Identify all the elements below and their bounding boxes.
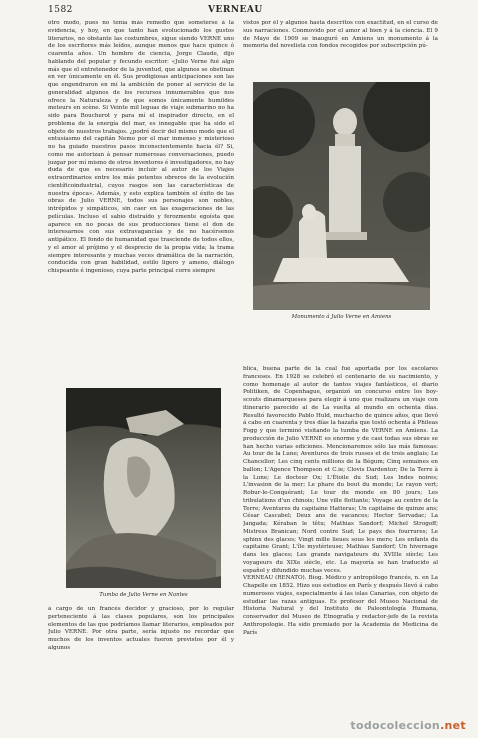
caption-nantes: Tumba de Julio Verne en Nantes: [99, 592, 188, 598]
running-title: VERNEAU: [208, 5, 263, 15]
left-column-bottom: [48, 606, 234, 718]
photo-tomb-nantes: [66, 388, 221, 588]
left-column-top: [48, 20, 234, 394]
paragraph: á cargo de un francés decidor y gracioso, por lo regular perteneciente á las clases populares, son los principales elementos de las que podríamos llamar literarios, empleados por Julio VERNE. Por otra parte, sería injusto no recordar que muchos de los inventos actuales fueron previstos por él y algunos: [48, 606, 234, 651]
page-header: [48, 5, 444, 21]
tomb-sculpture-image: [66, 388, 221, 588]
right-column-top: [243, 20, 438, 80]
paragraph: vistos por él y algunos hasta descritos con exactitud, en el curso de sus narraciones. Conmovido por el amor al bien y á la ciencia. El 9 de Mayo de 1909 se inauguró en Amiens un monumento á la memoria del novelista con fondos recogidos por subscripción pú-: [243, 20, 438, 50]
watermark-suffix: .net: [440, 719, 466, 732]
page-number: 1582: [48, 5, 73, 15]
paragraph-verneau-entry: VERNEAU (RENATO). Biog. Médico y antropólogo francés, n. en La Chapelle en 1852. Hizo sus estudios en París y después llevó á cabo numerosos viajes, especialmente á las islas Canarias, con objeto de estudiar las razas antiguas. Es profesor del Museo Nacional de Historia Natural y del Instituto de Paleontología Humana, conservador del Museo de Etnografía y redactor-jefe de la revista Anthropologie. Ha sido premiado por la Academia de Medicina de París: [243, 575, 438, 636]
photo-monument-amiens: [253, 82, 430, 310]
watermark: [350, 719, 466, 732]
watermark-name: todocoleccion: [350, 719, 441, 732]
monument-image: [253, 82, 430, 310]
caption-amiens: Monumento á Julio Verne en Amiens: [291, 314, 392, 320]
paragraph: blica, buena parte de la cual fué aportada por los escolares franceses. En 1928 se celebró el centenario de su nacimiento, y como homenaje al autor de tantos viajes fantásticos, el diario Politiken, de Copenhague, organizó un concurso entre los boy-scouts dinamarqueses para elegir á uno que realizara un viaje con itinerario parecido al de La vuelta al mundo en ochenta días. Resultó favorecido Pablo Huld, muchacho de quince años, que llevó á cabo en cuarenta y tres días la hazaña que tostó ochenta á Phileas Fogg y que terminó visitando la tumba de VERNE en Amiens. La producción de Julio VERNE es enorme y de casi todas sus obras se han hecho varias ediciones. Mencionaremos sólo las más famosas: Au tour de la Lune; Aventures de trois russes et de trois anglais; Le Chancellor; Les cinq cents millions de la Bégum; Cinq semaines en ballon; L'Agence Thompson et C.ie; Clovis Dardentor; De la Terre à la Lune; Le docteur Ox; L'Étoile du Sud; Les Indes noires; L'invasion de la mer; Le phare du bout du monde; Le rayon vert; Robur-le-Conquérant; Le tour du monde en 80 jours; Les tribulations d'un chinois; Une ville flottante; Voyage au centre de la Terre; Aventures du capitaine Hatteras; Un capitaine de quinze ans; César Cascabel; Deux ans de vacances; Hector Servadac; La Jangada; Kéraban le têtu; Mathias Sandorf; Michel Strogoff; Mistress Branican; Nord contre Sud; Le pays des fourrures; Le sphinx des glaces; Vingt mille lieues sous les mers; Les enfants du capitaine Grant; L'île mystérieuse; Mathias Sandorf; Un hivernage dans les glaces; Les grands navigateurs du XVIIIe siècle; Les voyageurs du XIXe siècle, etc. La mayoría se han traducido al español y difundido muchas veces.: [243, 366, 438, 574]
right-column-bottom: [243, 366, 438, 718]
paragraph: otro modo, pues no tenía más remedio que someterse á la evidencia, y hoy, en que tanto han evolucionado los gustos literarios, no obstante las costumbres, sigue siendo VERNE uno de los escritores más leídos, aunque menos que hace quince ó cuarenta años. Un hombre de ciencia, Jorge Claude, dijo hablando del popular y fecundo escritor: «Julio Verne fué algo más que el entretenedor de la juventud, que algunos se obstinan en ver únicamente en él. Sus prodigiosas anticipaciones son las que engendraron en mí la ambición de poner al servicio de la generalidad algunos de los recursos innumerables que nos ofrece la Naturaleza y de que somos únicamente humildes meteurs en scène. Si Veinte mil leguas de viaje submarino no ha sido para Boucherot y para mí el inspirador directo, en el problema de la energía del mar, es innegable que ha sido el objeto de nuestros trabajos. ¿podré decir del mismo modo que el entusiasmo del capitán Nemo por el mar inmenso y misterioso no ha guiado nuestros pasos inconscientemente hacia él? Si, como me autorizan á pensar numerosas conversaciones, puedo juzgar por mí mismo de otros inventores é investigadores, no hay duda de que es necesario incluir al autor de los Viajes extraordinarios entre los más potentes obreros de la evolución científicoindustrial, cuyos rasgos son las características de nuestra época». Además, y esto explica también el éxito de las obras de Julio VERNE, todos sus personajes son nobles, intrépidos y simpáticos, sin caer en las exageraciones de las películas. Incluso el sabio distraído y ferozmente egoísta que aparece en no pocas de sus producciones tiene el don de interesarnos con sus extravagancias y de no hacérsenos antipático. El fondo de humanidad que trasciende de todos ellos, y el amor al prójimo y el desprecio de la propia vida; la trama siempre interesante y muchas veces dramática de la narración, conducida con gran habilidad, estilo ligero y ameno, diálogo chispeante é ingenioso, cuya parte principal corre siempre: [48, 20, 234, 274]
